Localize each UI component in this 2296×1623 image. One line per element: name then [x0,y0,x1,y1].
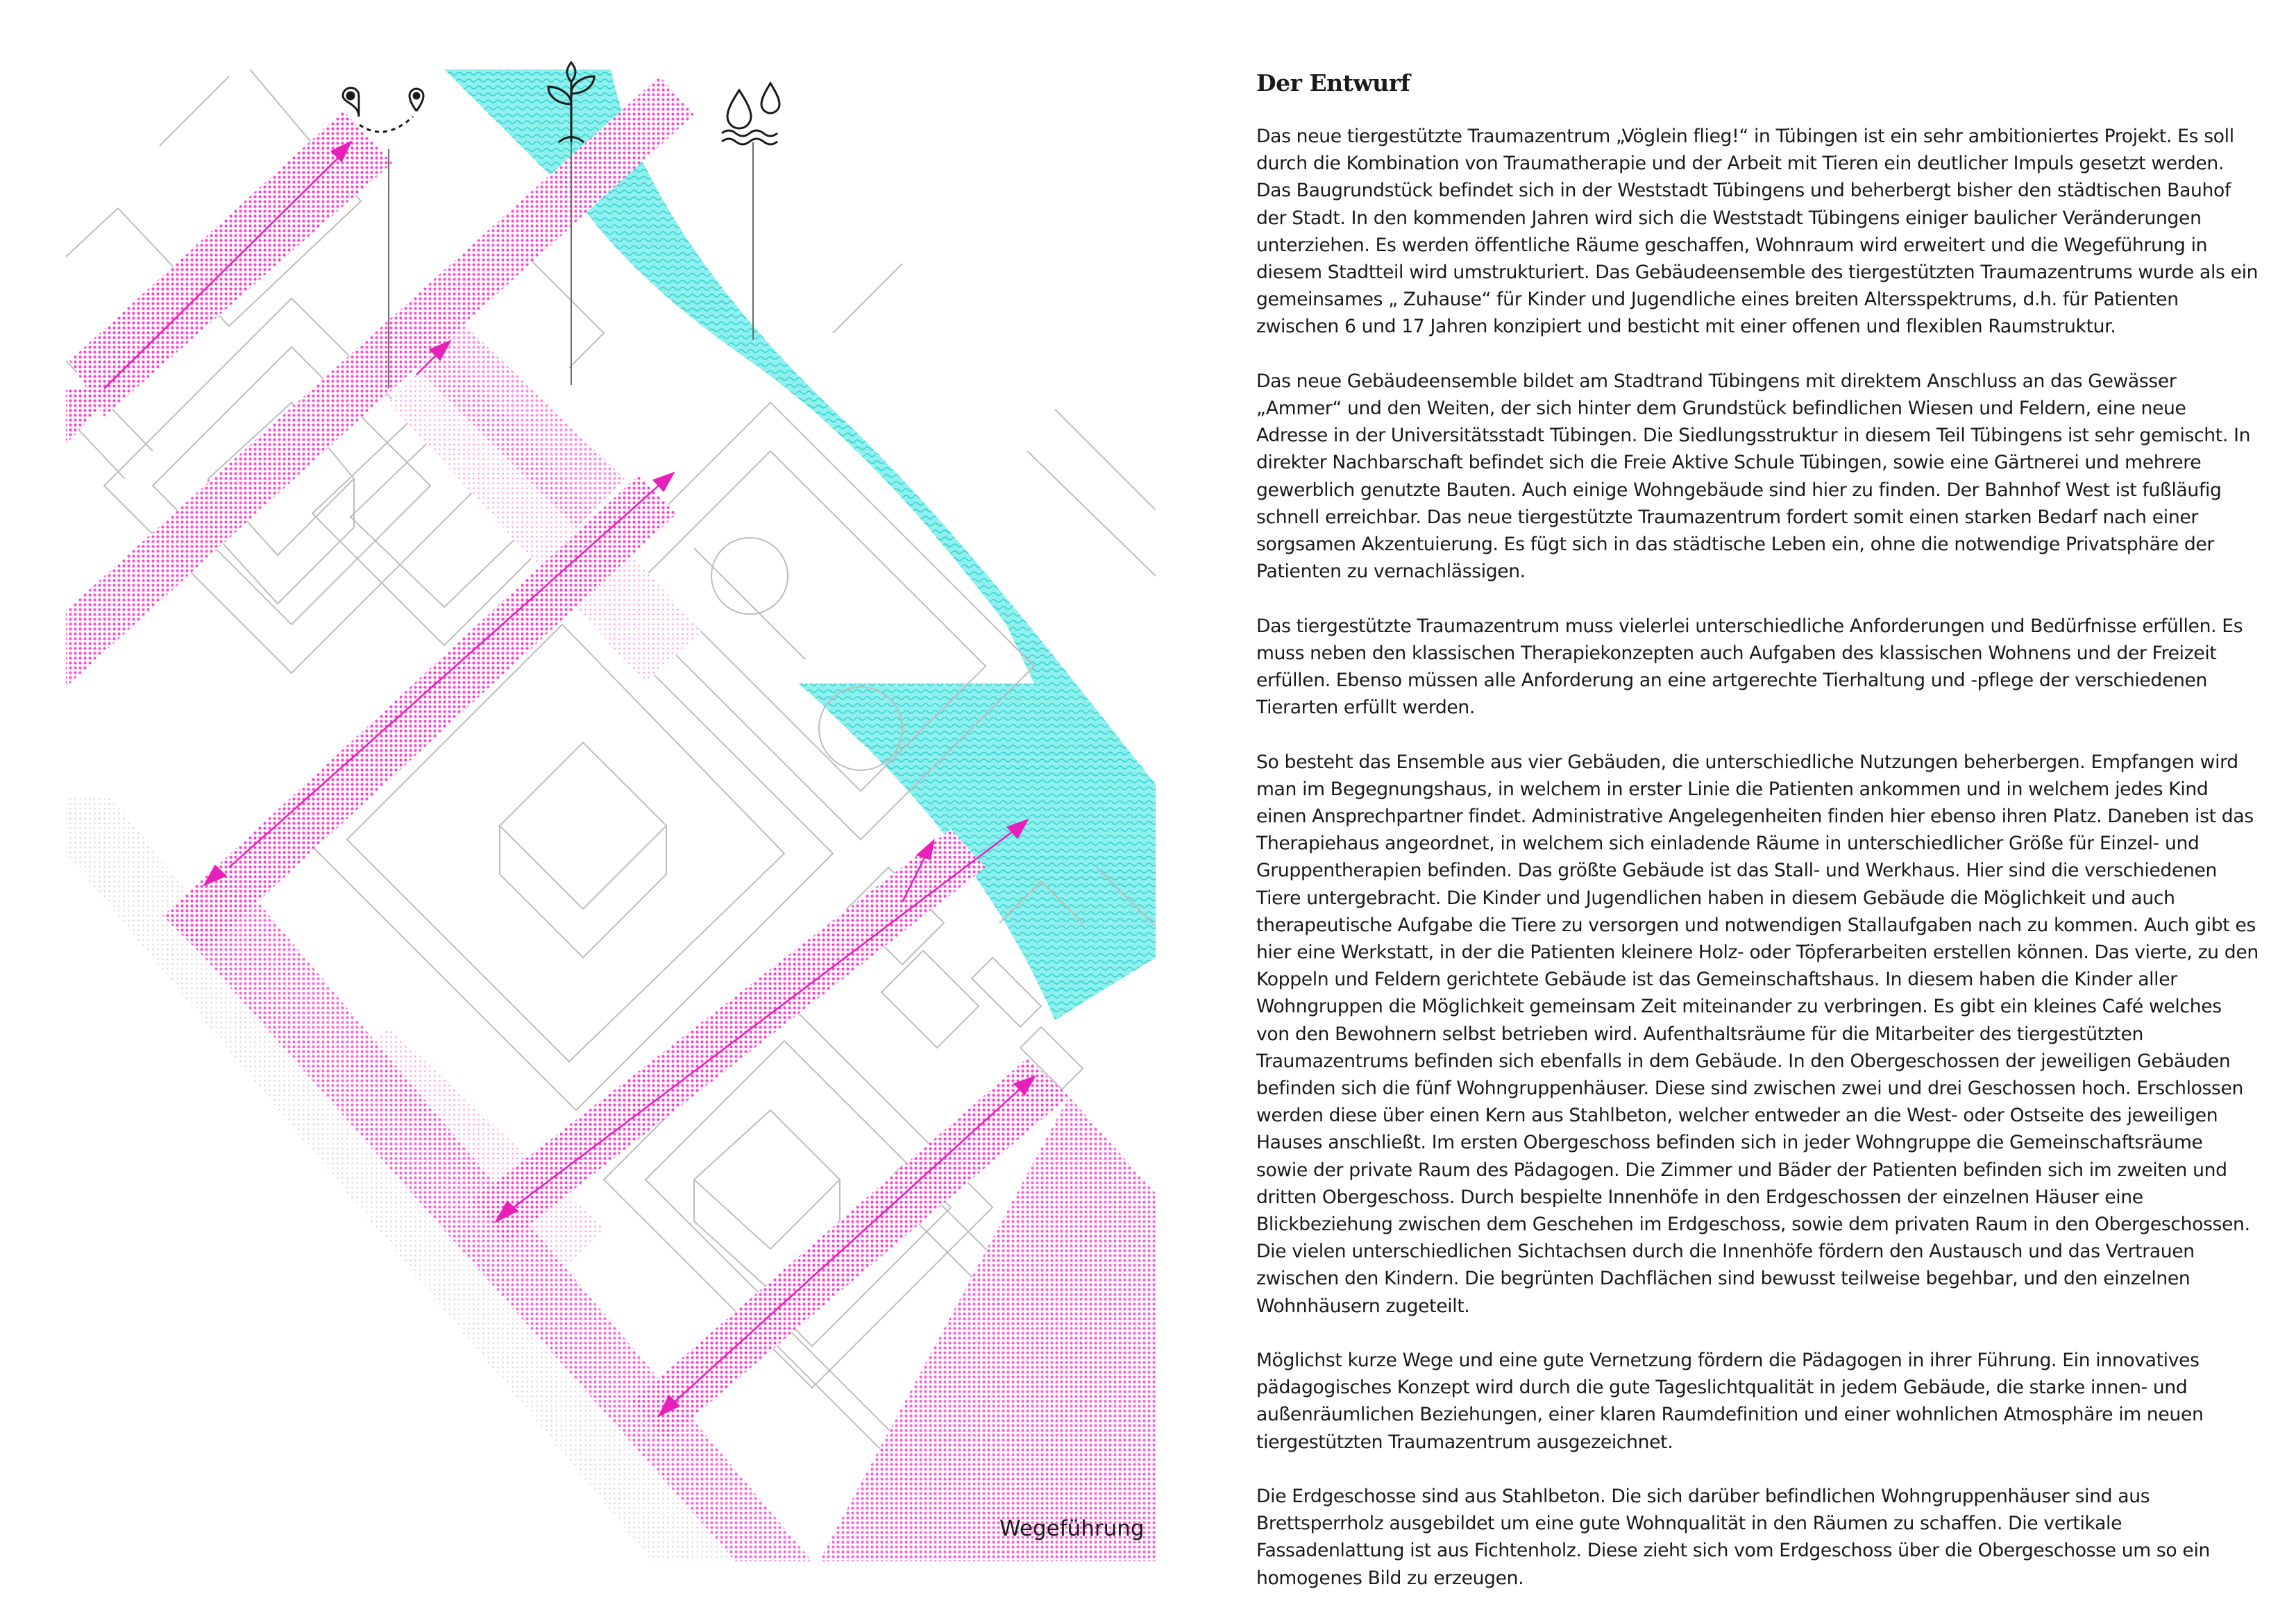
article-paragraph: So besteht das Ensemble aus vier Gebäuden, die unterschiedliche Nutzungen beherbergen. Empfangen wird man im Begegnungshaus, in welchem in erster Linie die Patienten ankommen und in welchem jedes Kind einen Ansprechpartner findet. Administrative Angelegenheiten finden hier ebenso ihren Platz. Daneben ist das Therapiehaus angeordnet, in welchem sich einladende Räume in unterschiedlicher Größe für Einzel- und Gruppentherapien befinden. Das größte Gebäude ist das Stall- und Werkhaus. Hier sind die verschiedenen Tiere untergebracht. Die Kinder und Jugendlichen haben in diesem Gebäude die Möglichkeit und auch therapeutische Aufgabe die Tiere zu versorgen und notwendigen Stallaufgaben nach zu kommen. Auch gibt es hier eine Werkstatt, in der die Patienten kleinere Holz- oder Töpferarbeiten erstellen können. Das vierte, zu den Koppeln und Feldern gerichtete Gebäude ist das Gemeinschaftshaus. In diesem haben die Kinder aller Wohngruppen die Möglichkeit gemeinsam Zeit miteinander zu verbringen. Es gibt ein kleines Café welches von den Bewohnern selbst betrieben wird. Aufenthaltsräume für die Mitarbeiter des tiergestützten Traumazentrums befinden sich ebenfalls in dem Gebäude. In den Obergeschossen der jeweiligen Gebäuden befinden sich die fünf Wohngruppenhäuser. Diese sind zwischen zwei und drei Geschossen hoch. Erschlossen werden diese über einen Kern aus Stahlbeton, welcher entweder an die West- oder Ostseite des jeweiligen Hauses anschließt. Im ersten Obergeschoss befinden sich in jeder Wohngruppe die Gemeinschaftsräume sowie der private Raum des Pädagogen. Die Zimmer und Bäder der Patienten befinden sich im zweiten und dritten Obergeschoss. Durch bespielte Innenhöfe in den Erdgeschossen der einzelnen Häuser eine Blickbeziehung zwischen dem Geschehen im Erdgeschoss, sowie dem privaten Raum in den Obergeschossen. Die vielen unterschiedlichen Sichtachsen durch die Innenhöfe fördern den Austausch und das Vertrauen zwischen den Kindern. Die begrünten Dachflächen sind bewusst teilweise begehbar, und den einzelnen Wohnhäusern zugeteilt. [1256,751,2259,1317]
article [1256,69,2259,1619]
water-drops-icon [722,83,779,144]
plan-caption: Wegeführung [999,1516,1145,1541]
article-paragraph: Das neue tiergestützte Traumazentrum „Vöglein flieg!“ in Tübingen ist ein sehr ambitioniertes Projekt. Es soll durch die Kombination von Traumatherapie und der Arbeit mit Tieren ein deutlicher Impuls gesetzt werden. Das Baugrundstück befindet sich in der Weststadt Tübingens und beherbergt bisher den städtischen Bauhof der Stadt. In den kommenden Jahren wird sich die Weststadt Tübingens einiger baulicher Veränderungen unterziehen. Es werden öffentliche Räume geschaffen, Wohnraum wird erweitert und die Wegeführung in diesem Stadtteil wird umstrukturiert. Das Gebäudeensemble des tiergestützten Traumazentrums wurde als ein gemeinsames „ Zuhause“ für Kinder und Jugendliche eines breiten Altersspektrums, d.h. für Patienten zwischen 6 und 17 Jahren konzipiert und besticht mit einer offenen und flexiblen Raumstruktur. [1256,126,2259,338]
article-paragraph: Die Erdgeschosse sind aus Stahlbeton. Die sich darüber befindlichen Wohngruppenhäuser sind aus Brettsperrholz ausgebildet um eine gute Wohnqualität in den Räumen zu schaffen. Die vertikale Fassadenlattung ist aus Fichtenholz. Diese zieht sich vom Erdgeschoss über die Obergeschosse um so ein homogenes Bild zu erzeugen. [1256,1486,2210,1589]
article-paragraph: Das neue Gebäudeensemble bildet am Stadtrand Tübingens mit direktem Anschluss an das Gewässer „Ammer“ und den Weiten, der sich hinter dem Grundstück befindlichen Wiesen und Feldern, eine neue Adresse in der Universitätsstadt Tübingen. Die Siedlungsstruktur in diesem Teil Tübingens ist sehr gemischt. In direkter Nachbarschaft befindet sich die Freie Aktive Schule Tübingen, sowie eine Gärtnerei und mehrere gewerblich genutzte Bauten. Auch einige Wohngebäude sind hier zu finden. Der Bahnhof West ist fußläufig schnell erreichbar. Das neue tiergestützte Traumazentrum fordert somit einen starken Bedarf nach einer sorgsamen Akzentuierung. Es fügt sich in das städtische Leben ein, ohne die notwendige Privatsphäre der Patienten zu vernachlässigen. [1256,370,2251,583]
article-paragraph: Möglichst kurze Wege und eine gute Vernetzung fördern die Pädagogen in ihrer Führung. Ein innovatives pädagogisches Konzept wird durch die gute Tageslichtqualität in jedem Gebäude, die starke innen- und außenräumlichen Beziehungen, einer klaren Raumdefinition und einer wohnlichen Atmosphäre im neuen tiergestützten Traumazentrum ausgezeichnet. [1256,1350,2204,1453]
article-title: Der Entwurf [1256,69,1410,96]
article-paragraph: Das tiergestützte Traumazentrum muss vielerlei unterschiedliche Anforderungen und Bedürfnisse erfüllen. Es muss neben den klassischen Therapiekonzepten auch Aufgaben des klassischen Wohnens und der Freizeit erfüllen. Ebenso müssen alle Anforderung an eine artgerechte Tierhaltung und -pflege der verschiedenen Tierarten erfüllt werden. [1256,615,2243,719]
